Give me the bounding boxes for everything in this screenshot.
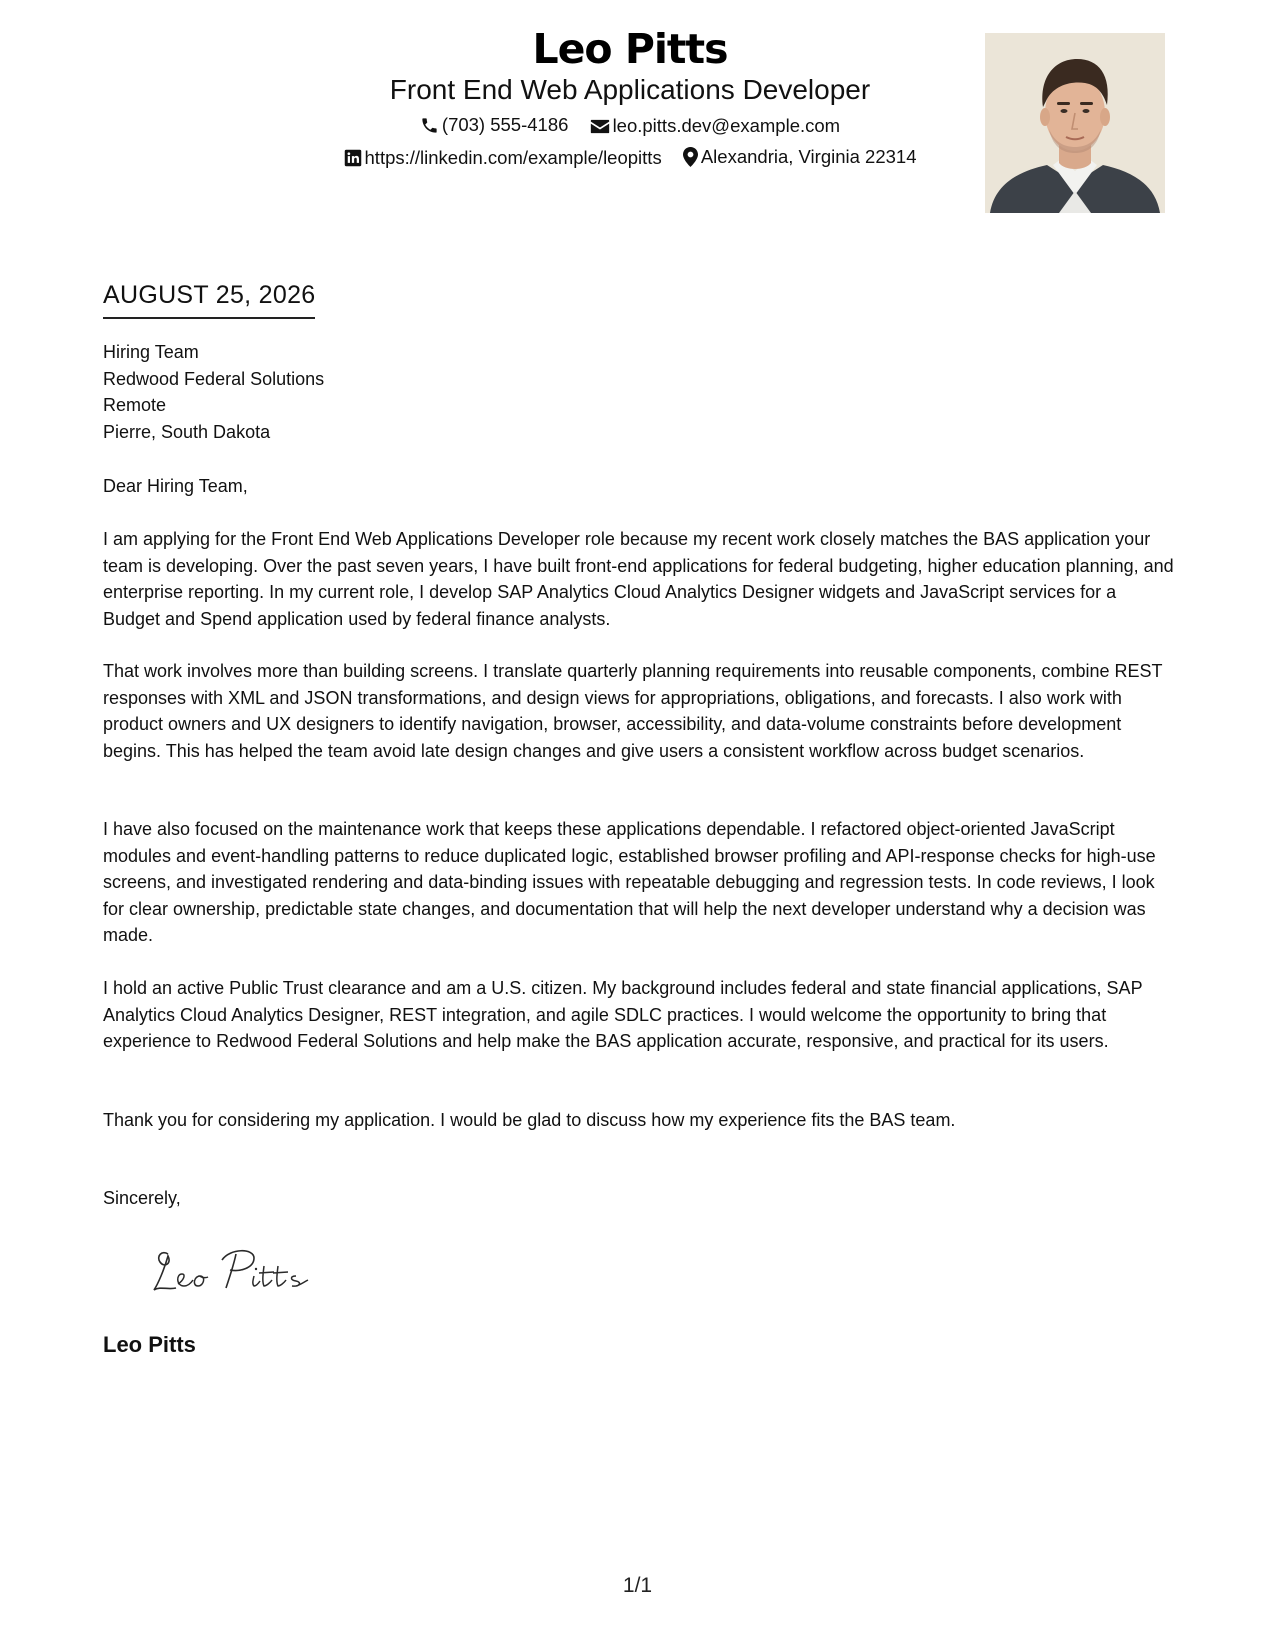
page-number: 1/1 [622,1574,653,1597]
applicant-name: Leo Pitts [532,25,728,73]
recipient-line: Pierre, South Dakota [103,421,271,442]
applicant-photo [985,33,1165,213]
applicant-title: Front End Web Applications Developer [389,74,871,105]
contact-linkedin [344,145,662,171]
linkedin-icon [344,149,362,167]
handwritten-signature [150,1240,320,1305]
body-paragraph: I hold an active Public Trust clearance and am a U.S. citizen. My background includes federal and state financial applications, SAP Analytics Cloud Analytics Designer, REST integration, and agile SDLC practices. I would welcome the opportunity to bring that experience to Redwood Federal Solutions and help make the BAS application accurate, responsive, and practical for its users. [103,978,1143,1051]
recipient-line: Hiring Team [103,342,199,362]
recipient-line: Remote [103,395,167,415]
contact-location [683,144,917,170]
body-paragraph: I am applying for the Front End Web Applications Developer role because my recent work closely matches the BAS application your team is developing. Over the past seven years, I have built front-end applications for federal budgeting, higher education planning, and enterprise reporting. In my current role, I develop SAP Analytics Cloud Analytics Designer widgets and JavaScript services for a Budget and Spend application used by federal finance analysts. [103,529,1174,629]
body-paragraph: I have also focused on the maintenance work that keeps these applications dependable. I refactored object-oriented JavaScript modules and event-handling patterns to reduce duplicated logic, established browser profiling and API-response checks for high-use screens, and investigated rendering and data-binding issues with repeatable debugging and regression tests. In code reviews, I look for clear ownership, predictable state changes, and documentation that will help the next developer understand why a decision was made. [103,819,1156,945]
map-marker-icon [683,147,698,167]
body-paragraph: Thank you for considering my application. I would be glad to discuss how my experience fits the BAS team. [103,1110,956,1130]
location-text: Alexandria, Virginia 22314 [700,146,917,167]
letter-date: AUGUST 25, 2026 [103,278,315,319]
closing: Sincerely, [103,1188,181,1208]
contact-email [590,113,841,139]
recipient-block [103,339,324,445]
linkedin-link[interactable]: https://linkedin.com/example/leopitts [364,147,662,168]
email-link[interactable]: leo.pitts.dev@example.com [612,115,841,136]
phone-icon [420,116,439,135]
contact-phone [420,112,569,138]
envelope-icon [590,118,610,135]
recipient-line: Redwood Federal Solutions [103,368,325,389]
phone-text: (703) 555-4186 [441,114,569,135]
salutation: Dear Hiring Team, [103,476,248,496]
body-paragraph: That work involves more than building screens. I translate quarterly planning requirements into reusable components, combine REST responses with XML and JSON transformations, and design views for appropriations, obligations, and forecasts. I also work with product owners and UX designers to identify navigation, browser, accessibility, and data-volume constraints before development begins. This has helped the team avoid late design changes and give users a consistent workflow across budget scenarios. [103,661,1163,761]
signer-name: Leo Pitts [103,1332,196,1357]
